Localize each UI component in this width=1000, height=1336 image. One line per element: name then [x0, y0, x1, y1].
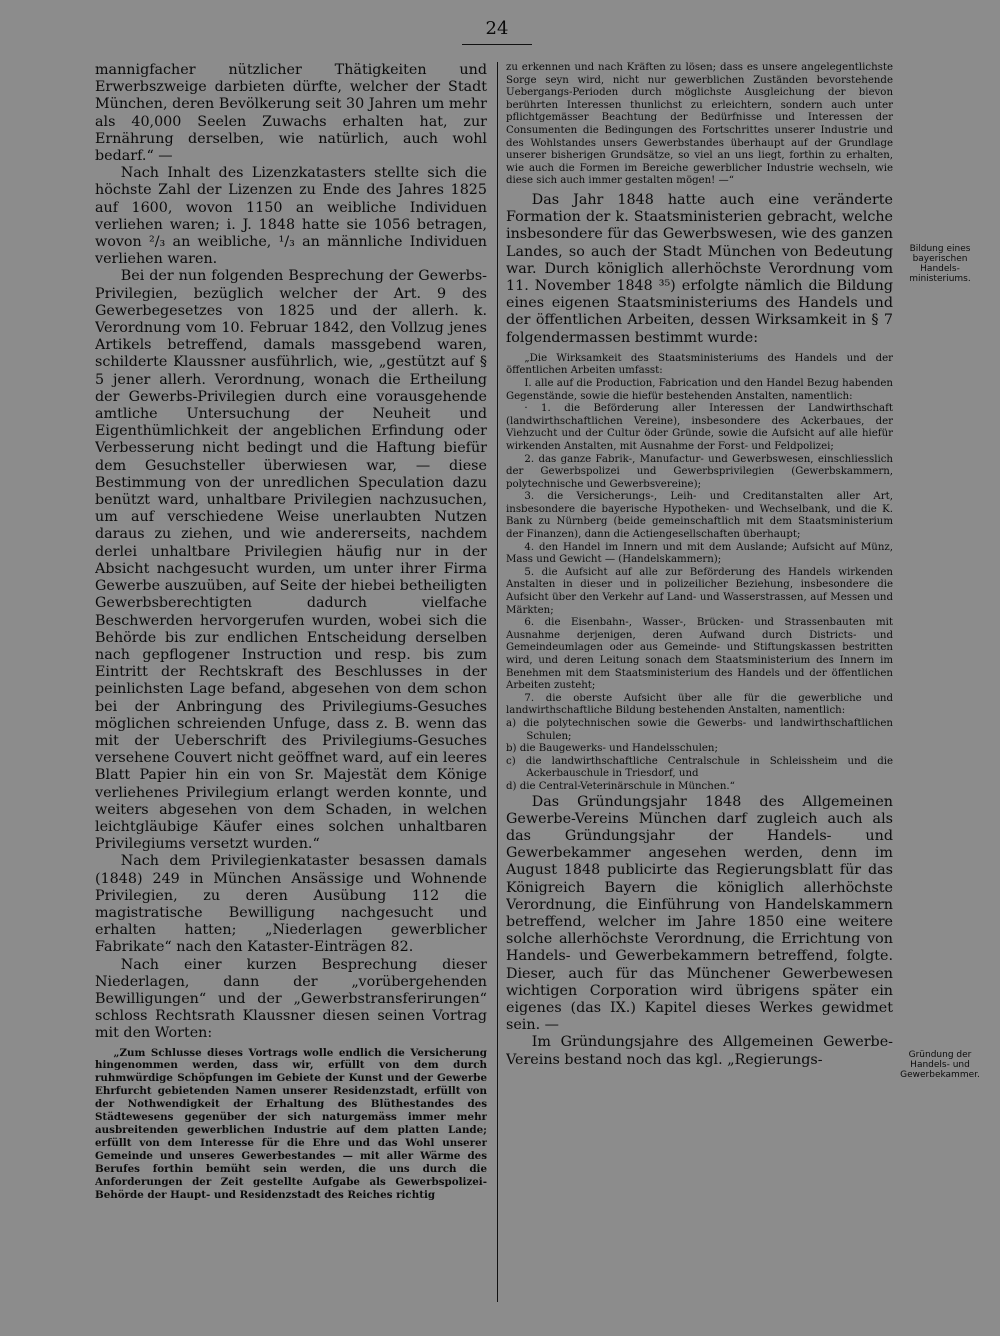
decree-item-6: 6. die Eisenbahn-, Wasser-, Brücken- und Strassenbauten mit Ausnahme derjenigen, deren Aufwand durch Districts- und Gemeindeumlagen oder aus Gemeinde- und Stiftungskassen bestritten wird, und deren Leitung sonach dem Staatsministerium des Innern im Benehmen mit dem Staatsministerium des Handels und der öffentlichen Arbeiten zusteht; [506, 617, 893, 692]
right-column [506, 62, 893, 1312]
decree-item-I: I. alle auf die Production, Fabrication und den Handel Bezug habenden Gegenstände, sowie die hiefür bestehenden Anstalten, namentlich: [506, 377, 893, 402]
right-paragraph-3: Im Gründungsjahre des Allgemeinen Gewerbe-Vereins bestand noch das kgl. „Regierungs- [506, 1034, 893, 1068]
closing-quote-continuation: zu erkennen und nach Kräften zu lösen; dass es unsere angelegentlichste Sorge seyn wird, nicht nur gewerblichen Zuständen bevorstehende Uebergangs-Perioden durch möglichste Ausgleichung der bievon berührten Interessen thunlichst zu erleichtern, sondern auch unter pflichtgemässer Beachtung der Bedürfnisse und Interessen der Consumenten die Bedingungen des Fortschrittes unserer Industrie und des Wohlstandes unsers Gewerbstandes überhaupt auf der Grundlage unserer bisherigen Grundsätze, so viel an uns liegt, forthin zu erhalten, wie auch die Formen im Bereiche gewerblicher Industrie wechseln, wie diese sich auch immer gestalten mögen! —“ [506, 62, 893, 187]
decree-item-7: 7. die oberste Aufsicht über alle für die gewerbliche und landwirthschaftliche Bildung bestehenden Anstalten, namentlich: [506, 692, 893, 717]
decree-item-5: 5. die Aufsicht auf alle zur Beförderung des Handels wirkenden Anstalten in dieser und in polizeilicher Beziehung, insbesondere die Aufsicht über den Verkehr auf Land- und Wasserstrassen, auf Messen und Märkten; [506, 566, 893, 616]
margin-note-gewerbekammer: Gründung der Handels- und Gewerbekammer. [900, 1050, 980, 1080]
left-paragraph-3: Bei der nun folgenden Besprechung der Gewerbs-Privilegien, bezüglich welcher der Art. 9 des Gewerbegesetzes von 1825 und der allerh. k. Verordnung vom 10. Februar 1842, den Vollzug jenes Artikels betreffend, damals massgebend waren, schilderte Klaussner ausführlich, wie, „gestützt auf § 5 jener allerh. Verordnung, wonach die Ertheilung der Gewerbs-Privilegien durch eine vorausgehende amtliche Untersuchung der Neuheit und Eigenthümlichkeit der angeblichen Erfindung oder Verbesserung nicht bedingt und die Haftung biefür dem Gesuchsteller überwiesen war, — diese Bestimmung von der unredlichen Speculation dazu benützt ward, unhaltbare Privilegien nachzusuchen, um auf verschiedene Weise unerlaubten Nutzen daraus zu ziehen, und wie andererseits, nachdem derlei unhaltbare Privilegien häufig nur in der Absicht nachgesucht wurden, um unter ihrer Firma Gewerbe auszuüben, auf Seite der hiebei betheiligten Gewerbsberechtigten dadurch vielfache Beschwerden hervorgerufen wurden, wobei sich die Behörde bis zur endlichen Entscheidung derselben nach gepflogener Instruction und resp. bis zum Eintritt der Rechtskraft des Beschlusses in der peinlichsten Lage befand, abgesehen von dem schon bei der Anbringung des Privilegiums-Gesuches möglichen schreienden Unfuge, dass z. B. wenn das mit der Ueberschrift des Privilegiums-Gesuches versehene Couvert nicht geöffnet ward, auf ein leeres Blatt Papier hin ein von Sr. Majestät dem Könige verliehenes Privilegium erlangt werden konnte, und weiters abgesehen von dem Schaden, in welchen leichtgläubige Käufer eines solchen unhaltbaren Privilegiums versetzt wurden.“ [95, 268, 487, 853]
decree-item-3: 3. die Versicherungs-, Leih- und Creditanstalten aller Art, insbesondere die bayerische Hypotheken- und Wechselbank, und die K. Bank zu Nürnberg (beide gemeinschaftlich mit dem Staatsministerium der Finanzen), dann die Actiengesellschaften überhaupt; [506, 491, 893, 541]
page-number: 24 [470, 18, 524, 39]
decree-item-7-list [506, 718, 893, 794]
list-item: b) die Baugewerks- und Handelsschulen; [506, 743, 718, 755]
decree-item-2: 2. das ganze Fabrik-, Manufactur- und Gewerbswesen, einschliesslich der Gewerbspolizei und Gewerbsprivilegien (Gewerbskammern, polytechnische und Gewerbsvereine); [506, 453, 893, 490]
decree-section-7 [506, 353, 893, 794]
right-paragraph-1: Das Jahr 1848 hatte auch eine veränderte Formation der k. Staatsministerien gebracht, welche insbesondere für das Gewerbswesen, wie des ganzen Landes, so auch der Stadt München von Bedeutung war. Durch königlich allerhöchste Verordnung vom 11. November 1848 ³⁵) erfolgte nämlich die Bildung eines eigenen Staatsministeriums des Handels und der öffentlichen Arbeiten, dessen Wirksamkeit in § 7 folgendermassen bestimmt wurde: [506, 191, 893, 346]
right-paragraph-2: Das Gründungsjahr 1848 des Allgemeinen Gewerbe-Vereins München darf zugleich auch als das Gründungsjahr der Handels- und Gewerbekammer angesehen werden, denn im August 1848 publicirte das Regierungsblatt für das Königreich Bayern die königlich allerhöchste Verordnung, die Einführung von Handelskammern betreffend, welcher im Jahre 1850 eine weitere solche allerhöchste Verordnung, die Errichtung von Handels- und Gewerbekammern betreffend, folgte. Dieser, auch für das Münchener Gewerbewesen wichtigen Corporation wird übrigens später ein eigenes (das IX.) Kapitel dieses Werkes gewidmet sein. — [506, 793, 893, 1034]
left-paragraph-4: Nach dem Privilegienkataster besassen damals (1848) 249 in München Ansässige und Wohnende Privilegien, zu deren Ausübung 112 die magistratische Bewilligung nachgesucht und erhalten hatten; „Niederlagen gewerblicher Fabrikate“ nach den Kataster-Einträgen 82. [95, 853, 487, 956]
column-divider [497, 62, 498, 1302]
decree-intro: „Die Wirksamkeit des Staatsministeriums des Handels und der öffentlichen Arbeiten umfasst: [506, 352, 893, 377]
left-paragraph-1: mannigfacher nützlicher Thätigkeiten und Erwerbszweige darbieten dürfte, welcher der Stadt München, deren Bevölkerung seit 30 Jahren um mehr als 40,000 Seelen Zuwachs erhalten hat, zur Ernährung derselben, wie natürlich, auch wohl bedarf.“ — [95, 62, 487, 165]
left-paragraph-5: Nach einer kurzen Besprechung dieser Niederlagen, dann der „vorübergehenden Bewilligungen“ und der „Gewerbstransferirungen“ schloss Rechtsrath Klaussner diesen seinen Vortrag mit den Worten: [95, 956, 487, 1042]
list-item: c) die landwirthschaftliche Centralschule in Schleissheim und die Ackerbauschule in Triesdorf, und [506, 755, 893, 780]
left-paragraph-2: Nach Inhalt des Lizenzkatasters stellte sich die höchste Zahl der Lizenzen zu Ende des Jahres 1825 auf 1600, wovon 1150 an weibliche Individuen verliehen waren; i. J. 1848 hatte sie 1056 betragen, wovon ²/₃ an weibliche, ¹/₃ an männliche Individuen verliehen waren. [95, 165, 487, 268]
margin-note-handelsministerium: Bildung eines bayerischen Handels-ministeriums. [909, 244, 971, 284]
klaussner-closing-quote: „Zum Schlusse dieses Vortrags wolle endlich die Versicherung hingenommen werden, dass wir, erfüllt von dem durch ruhmwürdige Schöpfungen im Gebiete der Kunst und der Gewerbe Ehrfurcht gebietenden Namen unserer Residenzstadt, erfüllt von der Nothwendigkeit der Erhaltung des Blüthestandes des Städtewesens gegenüber der sich naturgemäss immer mehr ausbreitenden gewerblichen Industrie auf dem platten Lande; erfüllt von dem Interesse für die Ehre und das Wohl unserer Gemeinde und unseres Gewerbestandes — mit aller Wärme des Berufes forthin bemüht sein werden, die uns durch die Anforderungen der Zeit gestellte Aufgabe als Gewerbspolizei-Behörde der Haupt- und Residenzstadt des Reiches richtig [95, 1046, 487, 1201]
decree-item-1: · 1. die Beförderung aller Interessen der Landwirthschaft (landwirthschaftlichen Vereine), insbesondere des Ackerbaues, der Viehzucht und der Cultur öder Gründe, sowie die Aufsicht auf alle hiefür wirkenden Anstalten, mit Ausnahme der Forst- und Feldpolizei; [506, 403, 893, 452]
list-item: d) die Central-Veterinärschule in München.“ [506, 780, 735, 792]
decree-item-4: 4. den Handel im Innern und mit dem Auslande; Aufsicht auf Münz, Mass und Gewicht — (Handelskammern); [506, 541, 893, 566]
left-column [95, 62, 487, 1312]
list-item: a) die polytechnischen sowie die Gewerbs- und landwirthschaftlichen Schulen; [506, 717, 893, 742]
